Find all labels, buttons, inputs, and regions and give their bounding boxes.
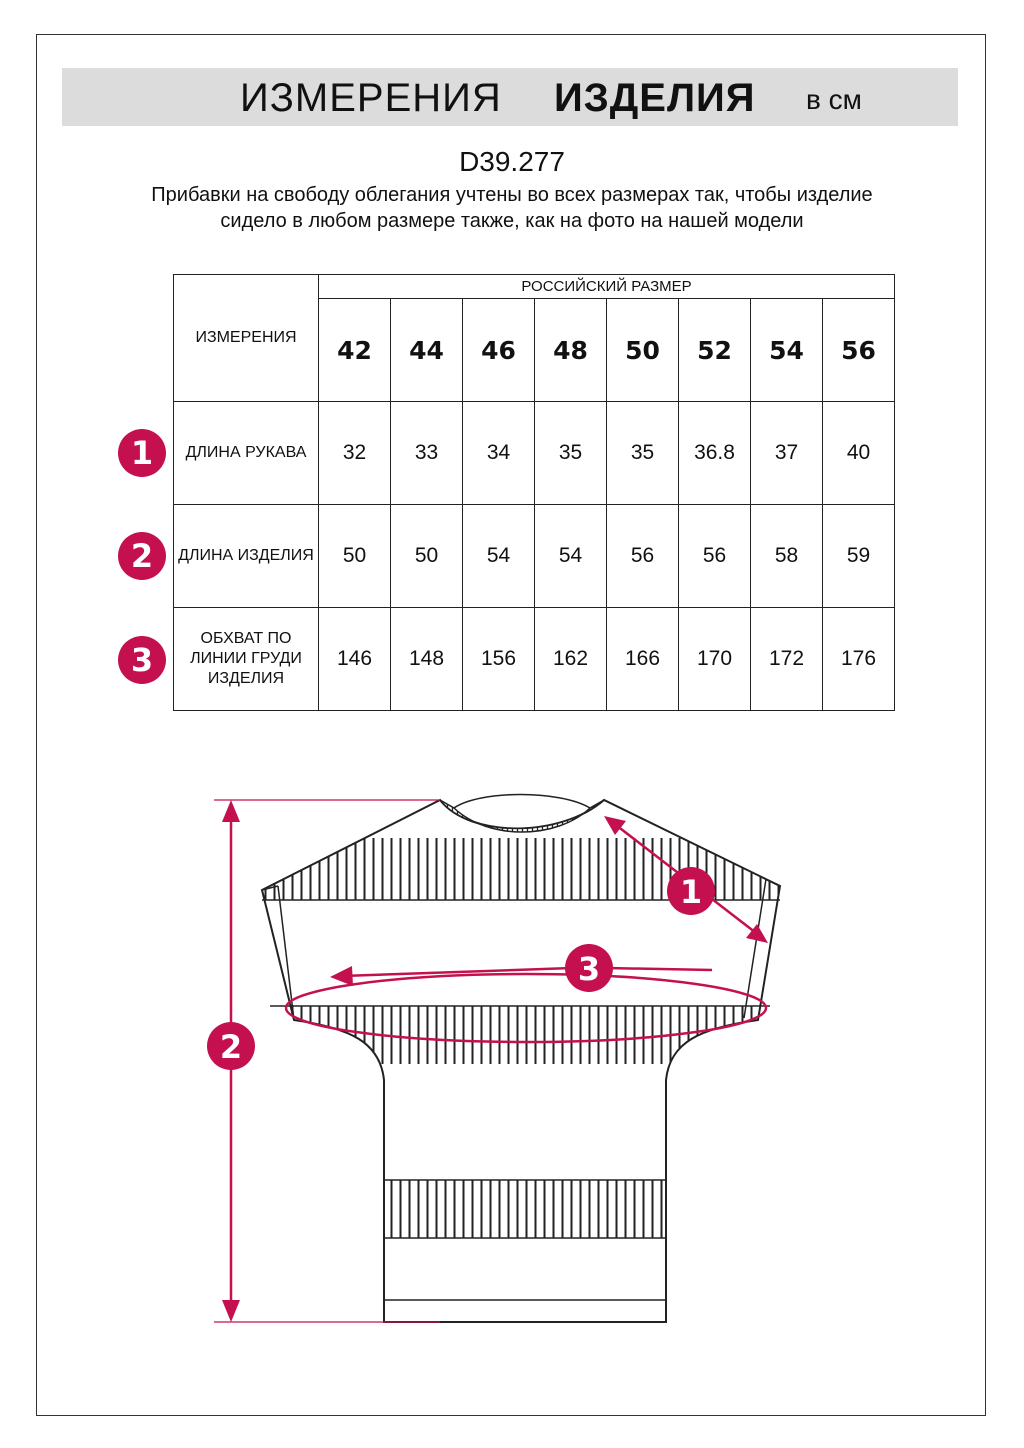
table-cell: 176 [823, 608, 895, 711]
table-cell: 166 [607, 608, 679, 711]
marker-label: 1 [679, 873, 703, 911]
table-cell: 50 [319, 505, 391, 608]
table-cell: 32 [319, 402, 391, 505]
row-label: ОБХВАТ ПО ЛИНИИ ГРУДИ ИЗДЕЛИЯ [174, 608, 319, 711]
row-number-badge: 1 [118, 429, 166, 477]
table-cell: 40 [823, 402, 895, 505]
table-cell: 50 [391, 505, 463, 608]
measurements-header: ИЗМЕРЕНИЯ [174, 275, 319, 402]
row-label: ДЛИНА ИЗДЕЛИЯ [174, 505, 319, 608]
table-cell: 36.8 [679, 402, 751, 505]
marker-2 [207, 1022, 255, 1070]
size-header: 46 [463, 299, 535, 402]
size-header: 48 [535, 299, 607, 402]
garment-diagram [0, 780, 1024, 1340]
table-cell: 54 [463, 505, 535, 608]
size-header: 52 [679, 299, 751, 402]
title-measurements: ИЗМЕРЕНИЯ [240, 76, 502, 120]
table-cell: 34 [463, 402, 535, 505]
size-header: 42 [319, 299, 391, 402]
row-label: ДЛИНА РУКАВА [174, 402, 319, 505]
row-number-badge: 2 [118, 532, 166, 580]
marker-label: 3 [577, 950, 601, 988]
table-cell: 146 [319, 608, 391, 711]
table-cell: 148 [391, 608, 463, 711]
table-cell: 156 [463, 608, 535, 711]
table-cell: 58 [751, 505, 823, 608]
marker-3 [565, 944, 613, 992]
title-bar [62, 68, 958, 126]
size-system-header: РОССИЙСКИЙ РАЗМЕР [319, 275, 895, 299]
table-cell: 35 [607, 402, 679, 505]
table-cell: 56 [679, 505, 751, 608]
row-number-badge: 3 [118, 636, 166, 684]
marker-label: 2 [219, 1028, 243, 1066]
table-cell: 172 [751, 608, 823, 711]
table-row-garment-length [174, 505, 895, 608]
table-cell: 56 [607, 505, 679, 608]
table-cell: 170 [679, 608, 751, 711]
table-cell: 54 [535, 505, 607, 608]
fit-note: Прибавки на свободу облегания учтены во всех размерах так, чтобы изделие сидело в любом размере также, как на фото на нашей модели [151, 184, 873, 232]
size-header: 50 [607, 299, 679, 402]
table-cell: 35 [535, 402, 607, 505]
title-unit: в см [806, 84, 862, 115]
table-row-sleeve-length [174, 402, 895, 505]
marker-1 [667, 867, 715, 915]
product-code: D39.277 [459, 146, 565, 177]
size-table [173, 274, 895, 711]
table-cell: 59 [823, 505, 895, 608]
table-cell: 162 [535, 608, 607, 711]
shirt-icon [250, 795, 790, 1323]
table-row-chest-girth [174, 608, 895, 711]
size-header: 44 [391, 299, 463, 402]
title-product: ИЗДЕЛИЯ [554, 76, 756, 120]
size-header: 56 [823, 299, 895, 402]
size-header: 54 [751, 299, 823, 402]
table-cell: 37 [751, 402, 823, 505]
table-cell: 33 [391, 402, 463, 505]
